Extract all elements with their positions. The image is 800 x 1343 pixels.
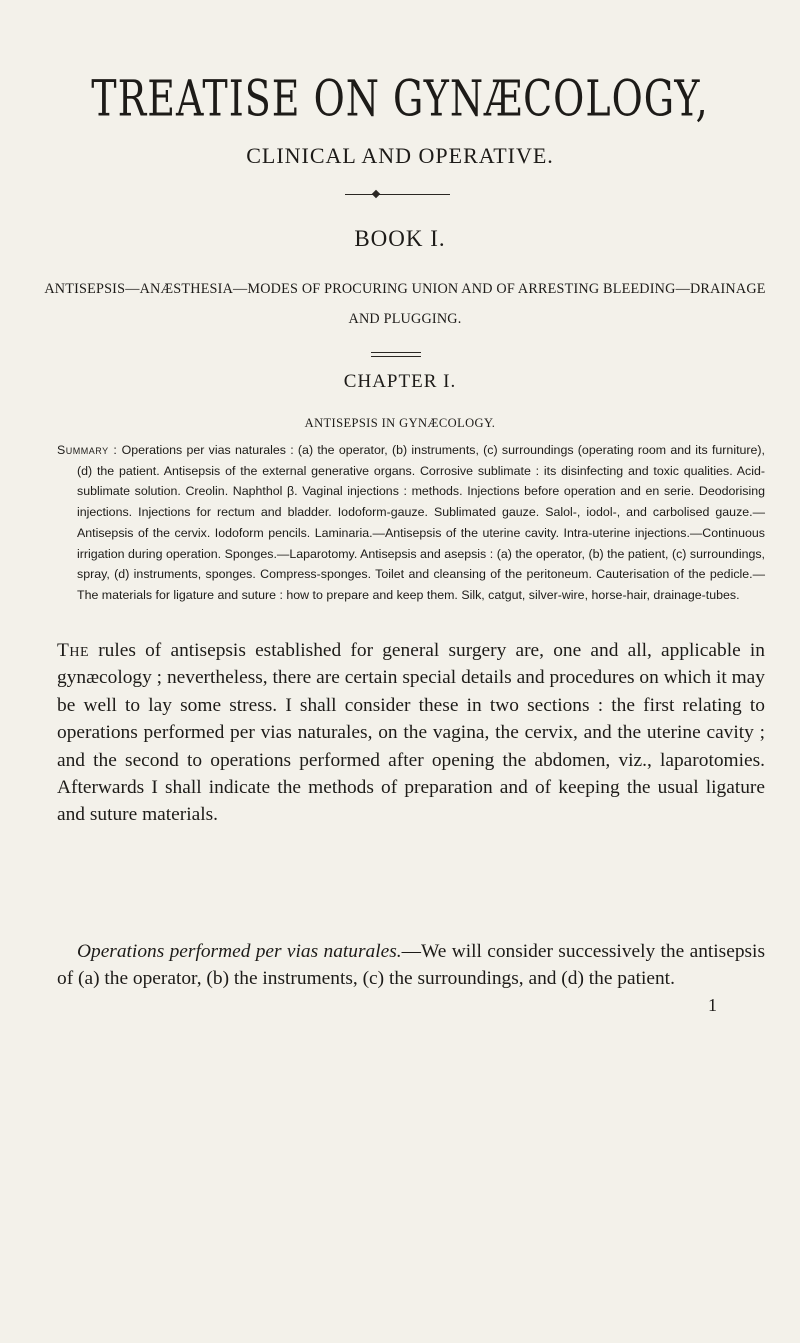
book-heading: BOOK I.	[354, 226, 446, 251]
title-ornament	[345, 189, 450, 201]
chapter-heading: CHAPTER I.	[343, 371, 457, 392]
paragraph-2-heading: Operations performed per vias naturales.	[77, 941, 402, 962]
ornament-rule	[345, 194, 450, 195]
diamond-icon	[372, 190, 380, 198]
body-paragraph-2	[57, 938, 765, 993]
body-paragraph-1	[57, 637, 765, 829]
summary-text: Operations per vias naturales : (a) the operator, (b) instruments, (c) surroundings (operating room and its furniture), (d) the patient. Antisepsis of the external generative organs. Corrosive sublimate : its disinfecting and toxic qualities. Acid-sublimate solution. Creolin. Naphthol β. Vaginal injections : methods. Injections before operation and en serie. Deodorising injections. Injections for rectum and bladder. Iodoform-gauze. Sublimated gauze. Salol-, iodol-, and carbolised gauze.—Antisepsis of the cervix. Iodoform pencils. Laminaria.—Antisepsis of the uterine cavity. Intra-uterine injections.—Continuous irrigation during operation. Sponges.—Laparotomy. Antisepsis and asepsis : (a) the operator, (b) the patient, (c) surroundings, spray, (d) instruments, sponges. Compress-sponges. Toilet and cleansing of the peritoneum. Cauterisation of the pedicle.—The materials for ligature and suture : how to prepare and keep them. Silk, catgut, silver-wire, horse-hair, drainage-tubes.	[77, 443, 765, 602]
treatise-title: TREATISE ON GYNÆCOLOGY,	[91, 70, 709, 128]
section-divider	[371, 352, 421, 357]
paragraph-2-text: —We will consider successively the antisepsis of (a) the operator, (b) the instruments, (c) the surroundings, and (d) the patient.	[57, 941, 765, 990]
chapter-summary	[57, 440, 765, 606]
page-number: 1	[708, 995, 717, 1015]
summary-label: Summary :	[57, 443, 118, 457]
book-contents: ANTISEPSIS—ANÆSTHESIA—MODES OF PROCURING UNION AND OF ARRESTING BLEEDING—DRAINAGE AND PLUGGING.	[44, 281, 766, 327]
paragraph-1-text: rules of antisepsis established for general surgery are, one and all, applicable in gynæcology ; nevertheless, there are certain special details and procedures on which it may be well to lay some stress. I shall consider these in two sections : the first relating to operations performed per vias naturales, on the vagina, the cervix, and the uterine cavity ; and the second to operations performed after opening the abdomen, viz., laparotomies. Afterwards I shall indicate the methods of preparation and of keeping the usual ligature and suture materials.	[57, 640, 765, 826]
paragraph-lead-word: The	[57, 640, 90, 661]
chapter-title: ANTISEPSIS IN GYNÆCOLOGY.	[304, 416, 496, 430]
treatise-subtitle: CLINICAL AND OPERATIVE.	[246, 143, 554, 168]
